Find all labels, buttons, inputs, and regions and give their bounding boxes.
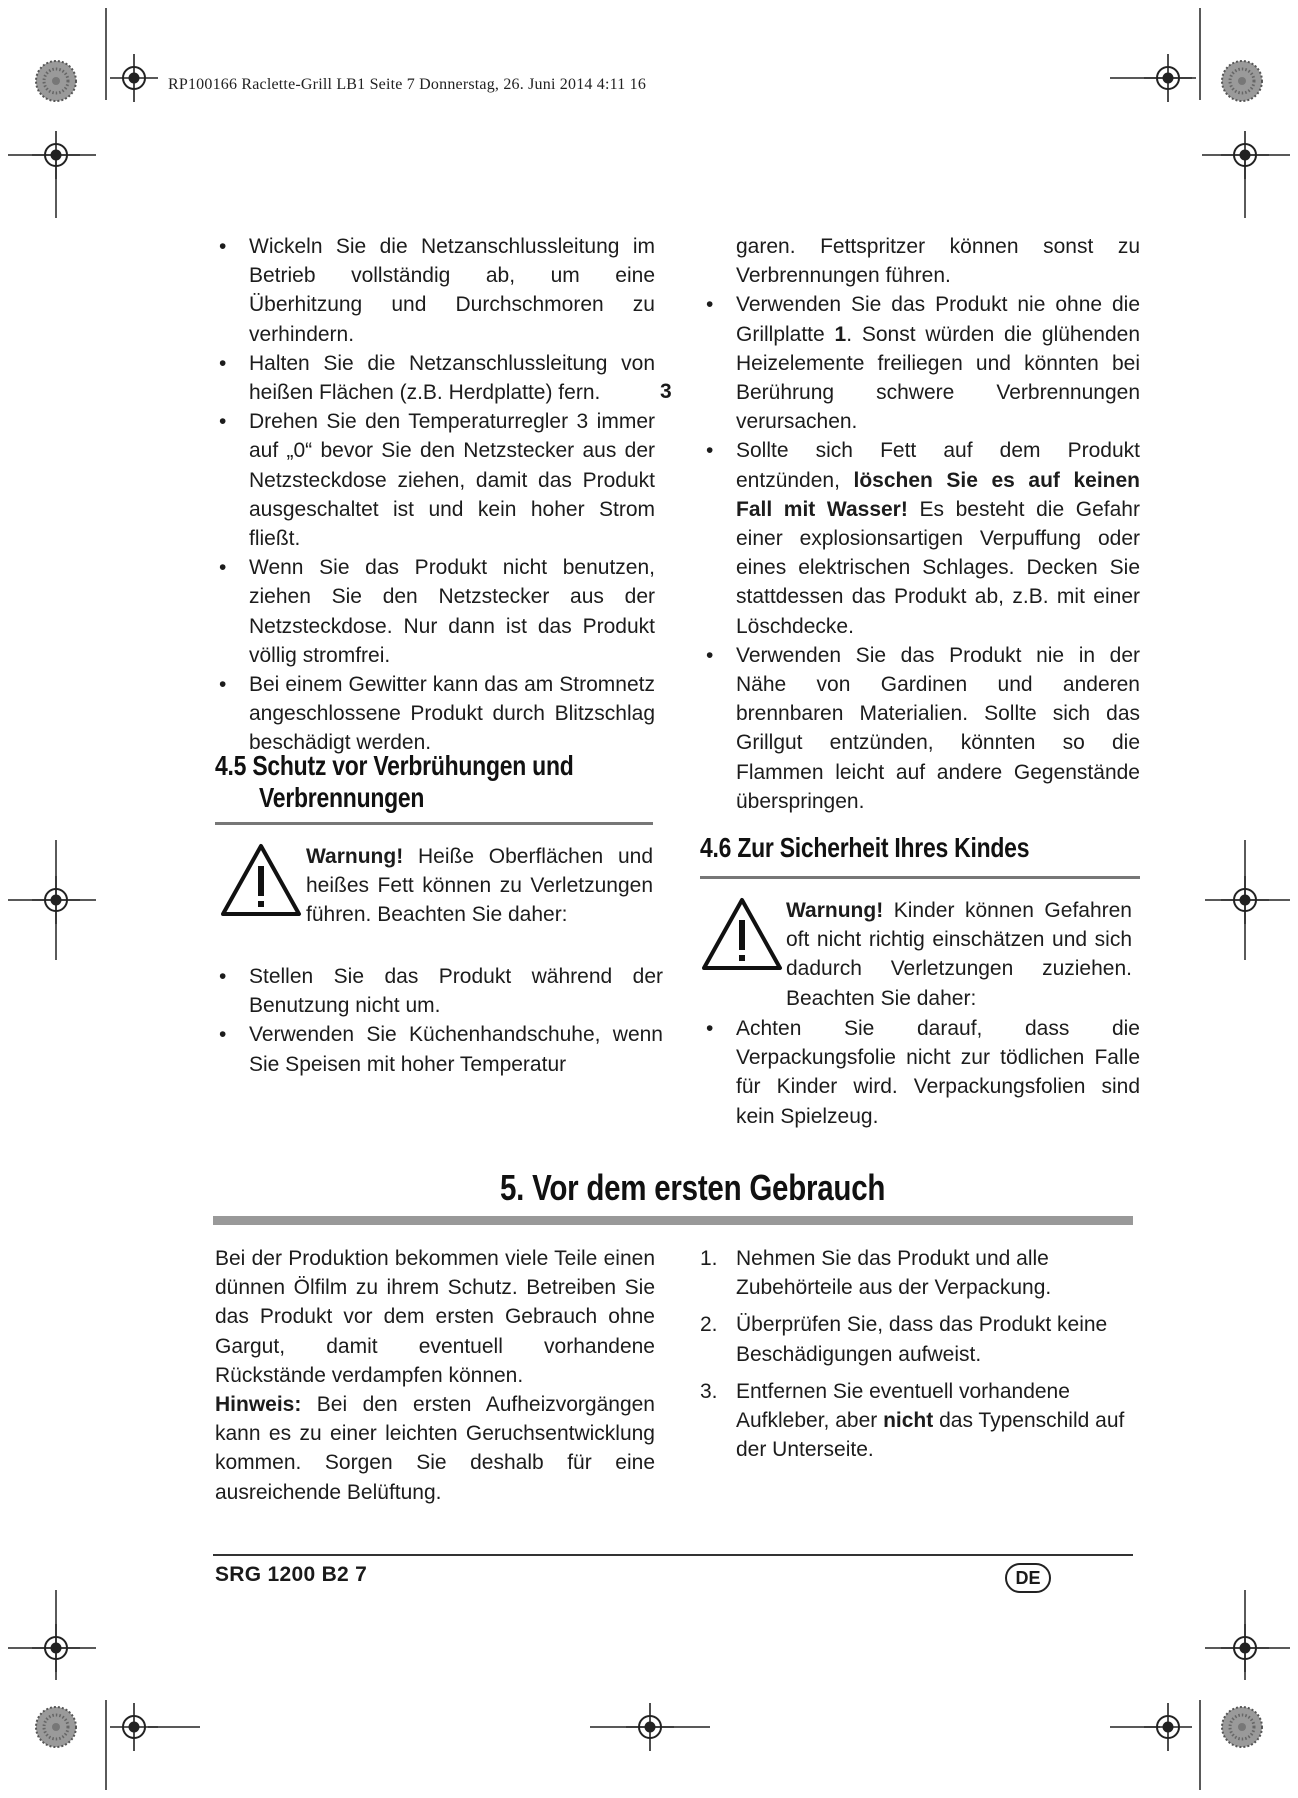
step-item (700, 1244, 1140, 1302)
right-column (700, 232, 1140, 816)
color-registration-disc-icon (36, 61, 76, 101)
hint-text: Bei den ersten Aufheizvorgängen kann es zu einer leichten Geruchsentwicklung kommen. Sorgen Sie deshalb für eine ausreichende Belüftung. (215, 1393, 655, 1504)
bullet-text: Wickeln Sie die Netzanschlussleitung im Betrieb vollständig ab, um eine Überhitzung und Durchschmoren zu verhindern. (249, 235, 655, 346)
section-45-title-line1: 4.5 Schutz vor Verbrühungen und (215, 750, 574, 781)
section-5-left (215, 1244, 655, 1507)
section-45-heading (215, 750, 735, 814)
warning-label: Warnung! (306, 845, 404, 868)
step-item (700, 1377, 1140, 1465)
bullet-text: Drehen Sie den Temperaturregler 3 immer auf „0“ bevor Sie den Netzstecker aus der Netzsteckdose ziehen, damit das Produkt ausgeschaltet ist und kein hoher Strom fließt. (249, 410, 655, 551)
bullet-text: Halten Sie die Netzanschlussleitung von heißen Flächen (z.B. Herdplatte) fern. (249, 351, 655, 405)
warning-46-text (786, 896, 1132, 1013)
bullet-text: Verwenden Sie das Produkt nie ohne die Grillplatte (736, 293, 1140, 346)
footer-model-page: SRG 1200 B2 7 (215, 1563, 368, 1586)
list-item: • Wenn Sie das Produkt nicht benutzen, ziehen Sie den Netzstecker aus der Netzsteckdose. Nur dann ist das Produkt völlig stromfrei. (219, 556, 655, 667)
side-note-number: 3 (660, 380, 672, 403)
section-46-bullets (700, 1014, 1140, 1131)
warning-label: Warnung! (786, 899, 884, 922)
bullet-text: Es besteht die Gefahr einer explosionsartigen Verpuffung oder eines elektrischen Schlages. Decken Sie stattdessen das Produkt ab, z.B. mit einer Löschdecke. (736, 497, 1140, 638)
section-5-rule (213, 1216, 1133, 1225)
bullet-text: Achten Sie darauf, dass die Verpackungsfolie nicht zur tödlichen Falle für Kinder wird. Verpackungsfolien sind kein Spielzeug. (736, 1017, 1140, 1128)
step-text: Nehmen Sie das Produkt und alle Zubehörteile aus der Verpackung. (736, 1247, 1052, 1300)
warning-triangle-icon (700, 896, 784, 972)
warning-45-text (306, 842, 653, 930)
section-45-title-line2: Verbrennungen (259, 782, 425, 813)
step-number: 2. (700, 1313, 718, 1337)
registration-mark-icon (110, 54, 158, 102)
section-5-title: 5. Vor dem ersten Gebrauch (500, 1167, 886, 1208)
warning-text: Kinder können Gefahren oft nicht richtig einschätzen und sich dadurch Verletzungen zuziehen. Beachten Sie daher: (786, 899, 1132, 1010)
list-item: • Sollte sich Fett auf dem Produkt entzünden, löschen Sie es auf keinen Fall mit Wasser! Es besteht die Gefahr einer explosionsartigen Verpuffung oder eines elektrischen Schlages. Decken Sie stattdessen das Produkt ab, z.B. mit einer Löschdecke. (706, 439, 1140, 638)
list-item: • Verwenden Sie das Produkt nie ohne die Grillplatte 1. Sonst würden die glühenden Heizelemente freiliegen und könnten bei Berührung schwere Verbrennungen verursachen. (706, 293, 1140, 434)
color-registration-disc-icon (1222, 61, 1262, 101)
warning-triangle-icon (219, 842, 303, 918)
print-slug: RP100166 Raclette-Grill LB1 Seite 7 Donnerstag, 26. Juni 2014 4:11 16 (168, 76, 647, 93)
left-column (213, 232, 655, 758)
list-item: • Verwenden Sie das Produkt nie in der Nähe von Gardinen und anderen brennbaren Materialien. Sollte sich das Grillgut entzünden, könnten so die Flammen leicht auf andere Gegenstände überspringen. (706, 643, 1140, 813)
bullet-text: Verwenden Sie das Produkt nie in der Nähe von Gardinen und anderen brennbaren Materialien. Sollte sich das Grillgut entzünden, könnten so die Flammen leicht auf andere Gegenstände überspringen. (736, 643, 1140, 813)
list-item: • Bei einem Gewitter kann das am Stromnetz angeschlossene Produkt durch Blitzschlag beschädigt werden. (219, 673, 655, 755)
list-item: • Halten Sie die Netzanschlussleitung von heißen Flächen (z.B. Herdplatte) fern. (219, 351, 655, 405)
bullet-text: Bei einem Gewitter kann das am Stromnetz angeschlossene Produkt durch Blitzschlag beschädigt werden. (249, 673, 655, 755)
bullet-text: Verwenden Sie Küchenhandschuhe, wenn Sie Speisen mit hoher Temperatur (249, 1023, 663, 1076)
color-registration-disc-icon (1222, 1707, 1262, 1747)
hint-label: Hinweis: (215, 1393, 302, 1417)
list-item: • Drehen Sie den Temperaturregler 3 immer auf „0“ bevor Sie den Netzstecker aus der Netzsteckdose ziehen, damit das Produkt ausgeschaltet ist und kein hoher Strom fließt. (219, 410, 655, 551)
intro-paragraph: Bei der Produktion bekommen viele Teile einen dünnen Ölfilm zu ihrem Schutz. Betreiben Sie das Produkt vor dem ersten Gebrauch ohne Gargut, damit eventuell vorhandene Rückstände verdampfen können. (215, 1247, 655, 1387)
bullet-text: . Sonst würden die glühenden Heizelemente freiliegen und könnten bei Berührung schwere Verbrennungen verursachen. (736, 322, 1140, 434)
language-badge: DE (1005, 1563, 1051, 1593)
list-item: • Wickeln Sie die Netzanschlussleitung im Betrieb vollständig ab, um eine Überhitzung und Durchschmoren zu verhindern. (219, 235, 655, 346)
part-ref: 1 (834, 322, 847, 346)
section-5-steps (700, 1244, 1140, 1472)
list-item: • Verwenden Sie Küchenhandschuhe, wenn Sie Speisen mit hoher Temperatur (219, 1023, 663, 1076)
continuation-text: garen. Fettspritzer können sonst zu Verbrennungen führen. (736, 235, 1140, 288)
color-registration-disc-icon (36, 1707, 76, 1747)
bullet-text: Sollte sich Fett auf dem Produkt entzünden, (736, 439, 1140, 492)
section-46-title: 4.6 Zur Sicherheit Ihres Kindes (700, 832, 1030, 863)
emphasis-text: nicht (883, 1409, 934, 1433)
step-text: Entfernen Sie eventuell vorhandene Aufkleber, aber (736, 1379, 1070, 1433)
step-text: das Typenschild auf der Unterseite. (736, 1409, 1125, 1462)
step-text: Überprüfen Sie, dass das Produkt keine Beschädigungen aufweist. (736, 1313, 1108, 1366)
list-item: • Achten Sie darauf, dass die Verpackungsfolie nicht zur tödlichen Falle für Kinder wird. Verpackungsfolien sind kein Spielzeug. (706, 1017, 1140, 1128)
emphasis-text: löschen Sie es auf keinen Fall mit Wasser! (736, 468, 1140, 521)
list-item: • Stellen Sie das Produkt während der Benutzung nicht um. (219, 965, 663, 1018)
step-number: 1. (700, 1247, 718, 1270)
bullet-text: Stellen Sie das Produkt während der Benutzung nicht um. (249, 965, 663, 1018)
section-45-bullets (213, 962, 663, 1079)
footer-rule (213, 1554, 1133, 1556)
section-46-rule (700, 876, 1140, 879)
step-item (700, 1310, 1140, 1368)
bullet-text: Wenn Sie das Produkt nicht benutzen, ziehen Sie den Netzstecker aus der Netzsteckdose. Nur dann ist das Produkt völlig stromfrei. (249, 556, 655, 667)
section-45-rule (215, 822, 653, 825)
step-number: 3. (700, 1379, 718, 1403)
warning-text: Heiße Oberflächen und heißes Fett können zu Verletzungen führen. Beachten Sie daher: (306, 845, 653, 927)
